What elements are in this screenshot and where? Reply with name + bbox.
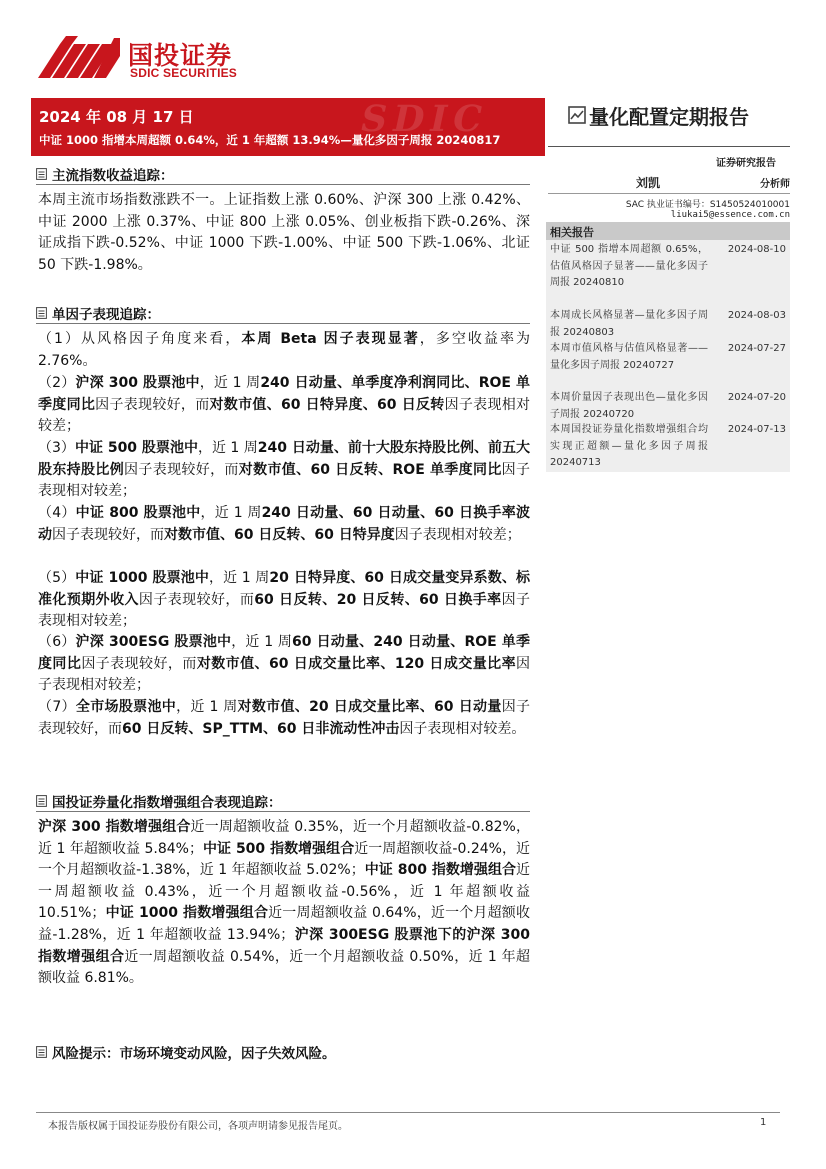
factor-paragraph: （4）中证 800 股票池中，近 1 周240 日动量、60 日动量、60 日换手率波动因子表现较好，而对数市值、60 日反转、60 日特异度因子表现相对较差；: [38, 505, 530, 543]
section-heading-indices: 主流指数收益追踪：: [36, 164, 174, 184]
related-report-title[interactable]: 中证 500 指增本周超额 0.65%，估值风格因子显著——量化多因子周报 20240810: [550, 244, 708, 288]
analyst-row: [548, 174, 790, 192]
section-heading-portfolios: 国投证券量化指数增强组合表现追踪：: [36, 791, 282, 811]
related-report-date: 2024-08-10: [727, 244, 786, 255]
document-icon: [36, 1046, 47, 1058]
page-number: 1: [760, 1117, 767, 1128]
analyst-name: 刘凯: [636, 176, 661, 190]
report-type: 量化配置定期报告: [589, 104, 749, 129]
related-report-date: 2024-07-20: [727, 392, 786, 403]
divider: [36, 811, 530, 812]
factor-paragraph: （2）沪深 300 股票池中，近 1 周240 日动量、单季度净利润同比、ROE 单季度同比因子表现较好，而对数市值、60 日特异度、60 日反转因子表现相对较差；: [38, 375, 531, 435]
logo-mark-icon: [36, 34, 120, 80]
analyst-sac: SAC 执业证书编号：S1450524010001: [625, 200, 790, 210]
related-report-title[interactable]: 本周市值风格与估值风格显著——量化多因子周报 20240727: [550, 343, 708, 371]
related-report-date: 2024-07-27: [727, 343, 786, 354]
factor-paragraph: （1）从风格因子角度来看，本周 Beta 因子表现显著，多空收益率为 2.76%。: [38, 331, 530, 369]
analyst-email[interactable]: liukai5@essence.com.cn: [670, 210, 790, 220]
document-icon: [36, 795, 47, 807]
divider: [36, 184, 530, 185]
chart-line-icon: [568, 106, 586, 124]
report-category: 证券研究报告: [716, 158, 776, 169]
indices-paragraph: 本周主流市场指数涨跌不一。上证指数上涨 0.60%、沪深 300 上涨 0.42%、中证 2000 上涨 0.37%、中证 800 上涨 0.05%、创业板指下跌-0.26%、深证成指下跌-0.52%、中证 1000 下跌-1.00%、中证 500 下跌-1.06%、北证 50 下跌-1.98%。: [38, 192, 530, 273]
banner-watermark: SDIC: [356, 98, 493, 140]
footer-divider: [36, 1112, 780, 1113]
report-type-header: [568, 100, 749, 130]
divider: [36, 323, 530, 324]
brand-name-en: SDIC SECURITIES: [130, 66, 238, 80]
factor-paragraph: （3）中证 500 股票池中，近 1 周240 日动量、前十大股东持股比例、前五大股东持股比例因子表现较好，而对数市值、60 日反转、ROE 单季度同比因子表现相对较差；: [38, 440, 531, 500]
report-banner: [31, 98, 545, 156]
factor-paragraph: （6）沪深 300ESG 股票池中，近 1 周60 日动量、240 日动量、ROE 单季度同比因子表现较好，而对数市值、60 日成交量比率、120 日成交量比率因子表现相对较差；: [38, 634, 531, 694]
analyst-title: 分析师: [760, 179, 790, 190]
related-report-title[interactable]: 本周国投证券量化指数增强组合均实现正超额—量化多因子周报 20240713: [550, 424, 708, 468]
document-icon: [36, 307, 47, 319]
divider: [548, 193, 790, 194]
document-icon: [36, 168, 47, 180]
divider: [548, 146, 790, 147]
related-reports-panel: [546, 222, 790, 472]
company-logo: [36, 34, 296, 84]
related-report-title[interactable]: 本周价量因子表现出色—量化多因子周报 20240720: [550, 392, 708, 420]
factor-paragraph: （5）中证 1000 股票池中，近 1 周20 日特异度、60 日成交量变异系数、标准化预期外收入因子表现较好，而60 日反转、20 日反转、60 日换手率因子表现相对较差；: [38, 570, 531, 630]
section-heading-risk: 风险提示：市场环境变动风险，因子失效风险。: [36, 1042, 336, 1062]
brand-name-cn: 国投证券: [128, 41, 233, 70]
related-report-date: 2024-08-03: [727, 310, 786, 321]
report-subtitle: 中证 1000 指增本周超额 0.64%，近 1 年超额 13.94%—量化多因子周报 20240817: [39, 133, 501, 147]
related-report-date: 2024-07-13: [727, 424, 786, 435]
related-reports-heading: 相关报告: [546, 222, 790, 240]
section-heading-factors: 单因子表现追踪：: [36, 303, 160, 323]
factor-paragraph: （7）全市场股票池中，近 1 周对数市值、20 日成交量比率、60 日动量因子表现较好，而60 日反转、SP_TTM、60 日非流动性冲击因子表现相对较差。: [38, 699, 531, 737]
report-date: 2024 年 08 月 17 日: [39, 108, 194, 126]
portfolio-paragraph: 沪深 300 指数增强组合近一周超额收益 0.35%，近一个月超额收益-0.82%，近 1 年超额收益 5.84%；中证 500 指数增强组合近一周超额收益-0.24%，近一个月超额收益-1.38%，近 1 年超额收益 5.02%；中证 800 指数增强组合近一周超额收益 0.43%，近一个月超额收益-0.56%，近 1 年超额收益 10.51%；中证 1000 指数增强组合近一周超额收益 0.64%，近一个月超额收益-1.28%，近 1 年超额收益 13.94%；沪深 300ESG 股票池下的沪深 300 指数增强组合近一周超额收益 0.54%，近一个月超额收益 0.50%，近 1 年超额收益 6.81%。: [38, 819, 531, 987]
related-report-title[interactable]: 本周成长风格显著—量化多因子周报 20240803: [550, 310, 708, 338]
footer-disclaimer: 本报告版权属于国投证券股份有限公司，各项声明请参见报告尾页。: [48, 1121, 348, 1132]
